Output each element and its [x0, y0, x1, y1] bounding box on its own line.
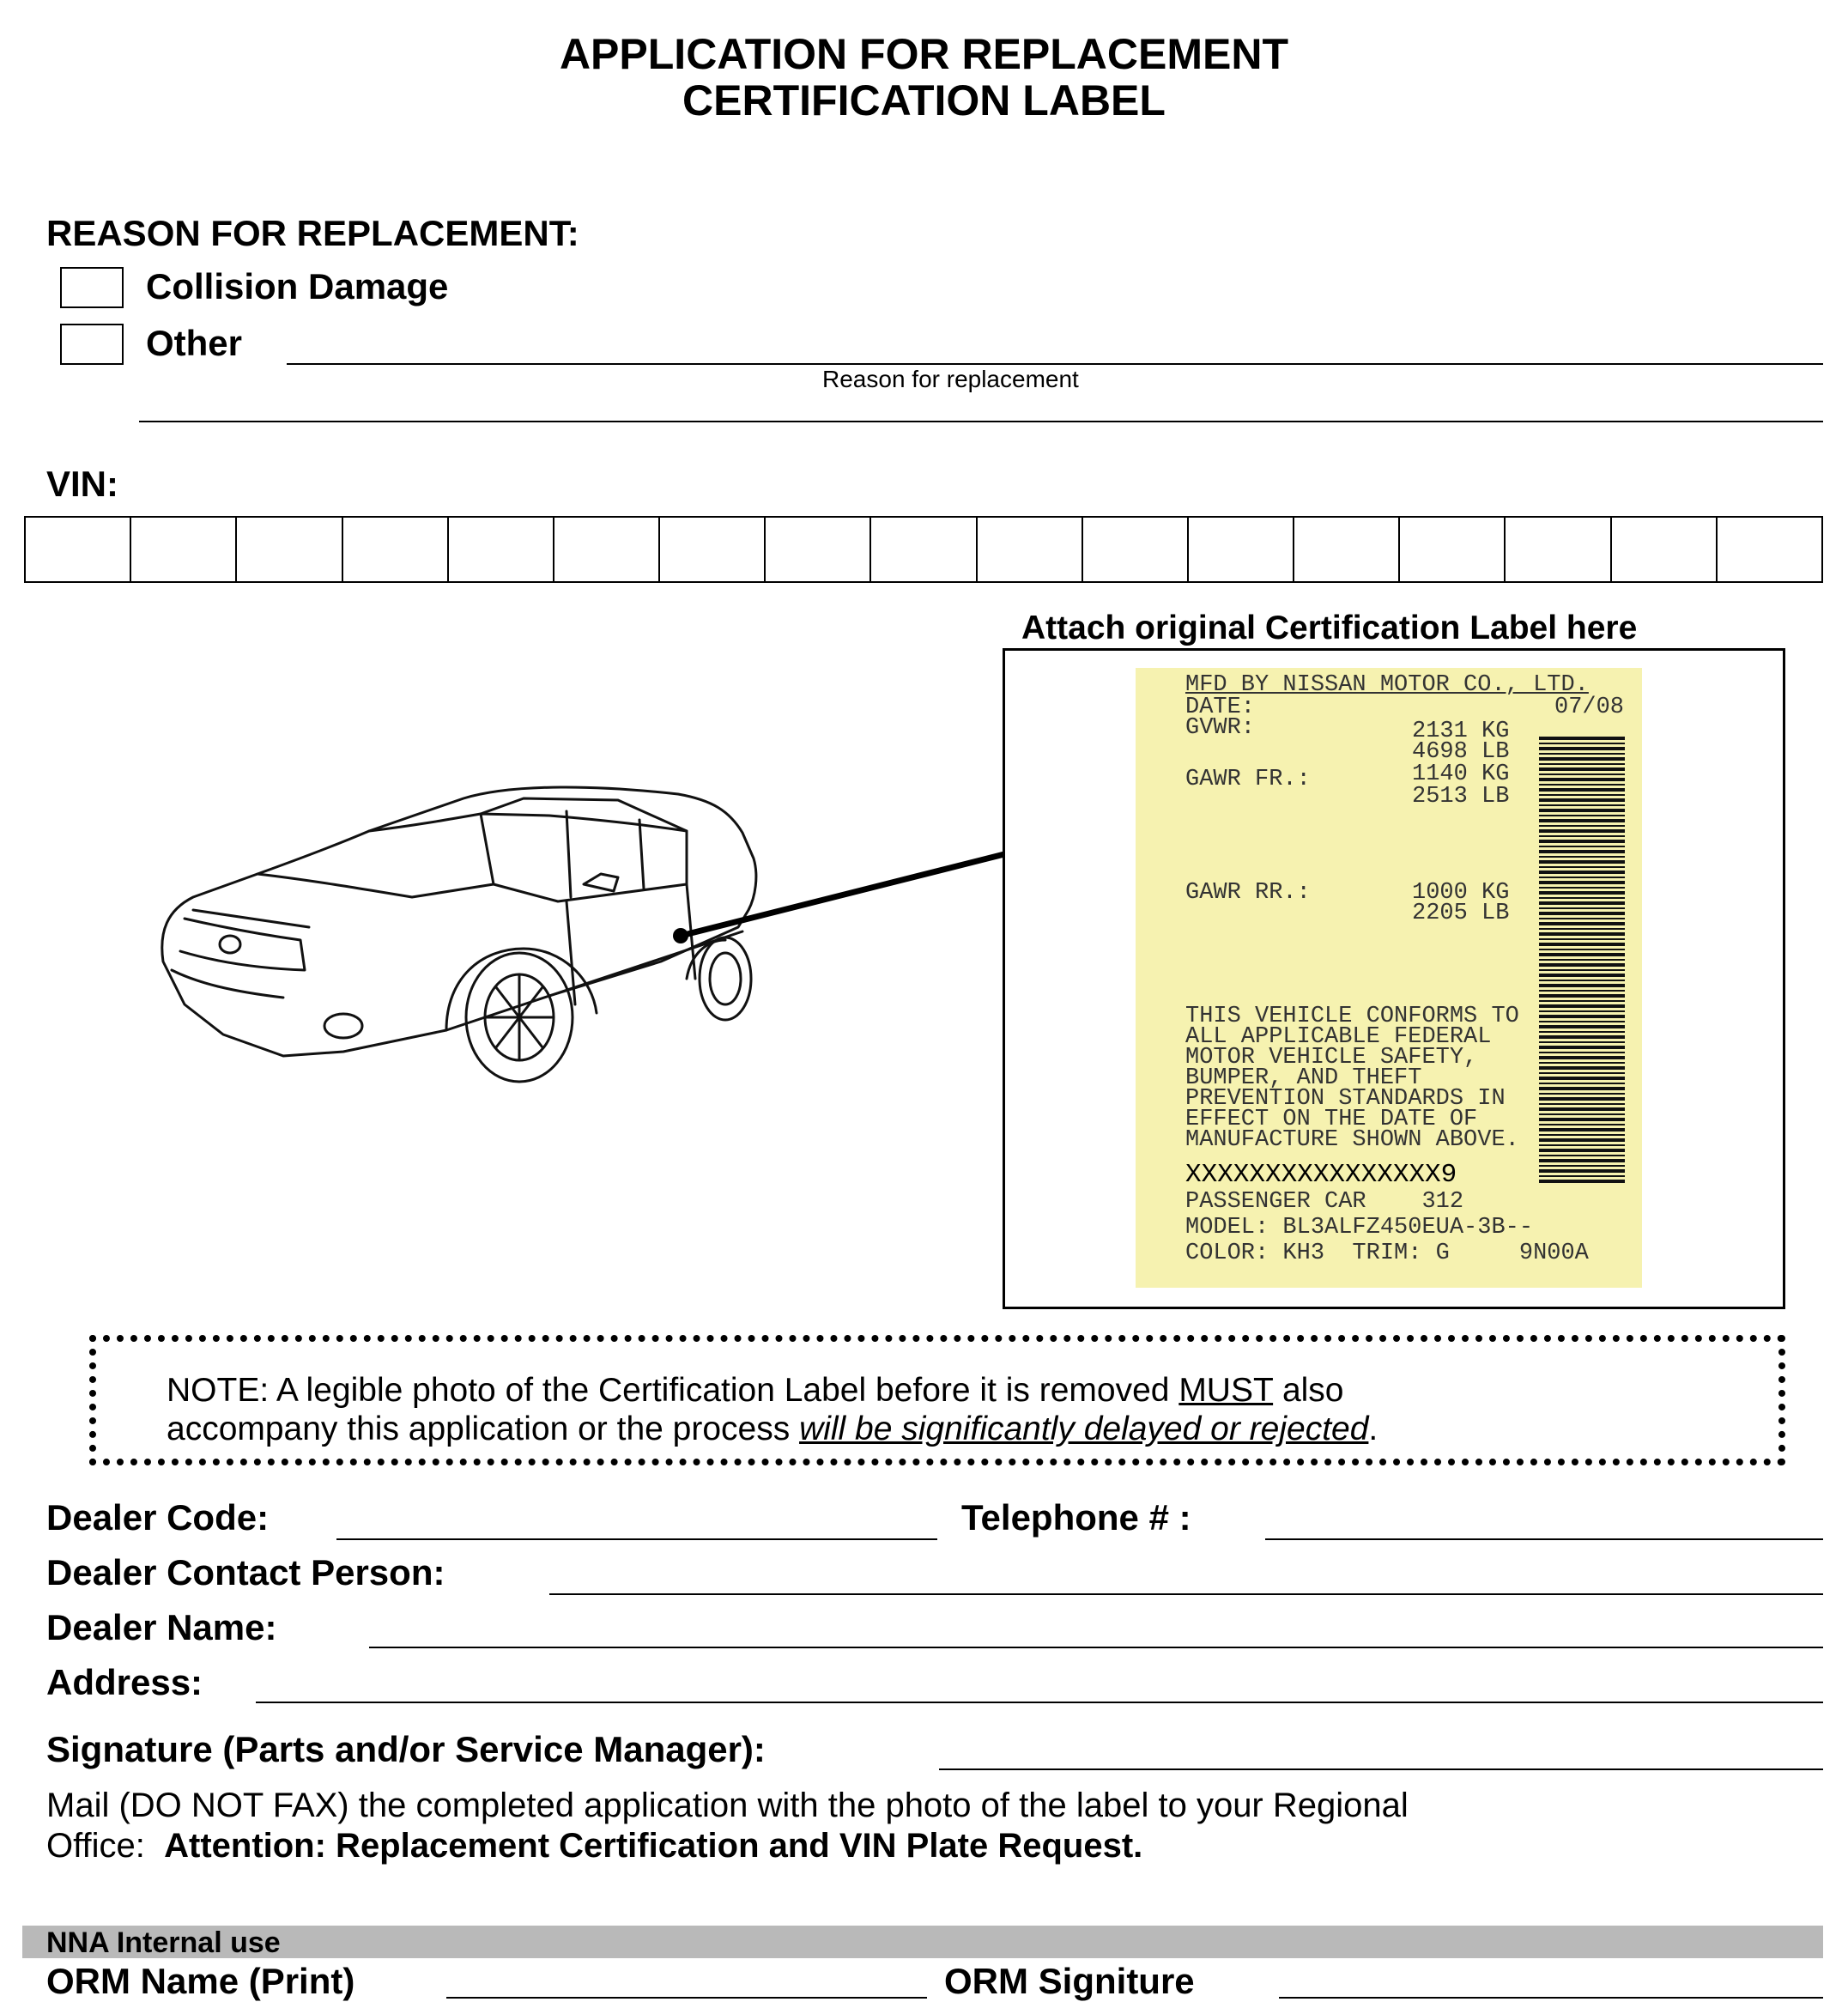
mail-instructions: [46, 1786, 1409, 1866]
label-gawr-fr-kg: 1140 KG: [1412, 761, 1510, 787]
other-label: Other: [146, 323, 243, 363]
dealer-code-label: Dealer Code:: [46, 1497, 270, 1538]
attach-caption: Attach original Certification Label here: [1021, 610, 1638, 646]
vin-box[interactable]: [554, 516, 660, 583]
note-line2: [167, 1410, 1710, 1448]
label-gvwr-kg: 2131 KG: [1412, 719, 1510, 744]
collision-damage-checkbox[interactable]: [60, 267, 124, 308]
form-title-line2: CERTIFICATION LABEL: [682, 76, 1166, 124]
vin-box[interactable]: [978, 516, 1083, 583]
dealer-contact-label: Dealer Contact Person:: [46, 1552, 445, 1592]
label-conform-line: THIS VEHICLE CONFORMS TO: [1185, 1004, 1519, 1029]
label-conform-line: MANUFACTURE SHOWN ABOVE.: [1185, 1127, 1519, 1153]
dealer-code-field[interactable]: [336, 1538, 937, 1540]
label-vin-masked: XXXXXXXXXXXXXXXX9: [1185, 1160, 1457, 1190]
barcode: [1539, 737, 1625, 1183]
telephone-field[interactable]: [1265, 1538, 1823, 1540]
vin-boxes[interactable]: [24, 516, 1823, 583]
label-conform-line: EFFECT ON THE DATE OF: [1185, 1107, 1478, 1132]
vin-box[interactable]: [237, 516, 342, 583]
address-label: Address:: [46, 1662, 203, 1702]
label-gvwr-label: GVWR:: [1185, 715, 1256, 741]
mail-text-line1: Mail (DO NOT FAX) the completed application with the photo of the label to your Regional: [46, 1787, 1409, 1824]
reason-line-caption: Reason for replacement: [822, 366, 1079, 392]
other-checkbox[interactable]: [60, 324, 124, 365]
collision-damage-label: Collision Damage: [146, 266, 449, 306]
orm-name-field[interactable]: [446, 1997, 927, 1999]
note-box: [89, 1335, 1785, 1465]
vin-box[interactable]: [1083, 516, 1189, 583]
signature-field[interactable]: [939, 1768, 1823, 1770]
orm-signature-field[interactable]: [1279, 1997, 1823, 1999]
certification-label-image: [1136, 668, 1642, 1288]
label-manufacturer: MFD BY NISSAN MOTOR CO., LTD.: [1185, 672, 1589, 698]
other-reason-line[interactable]: [287, 363, 1823, 365]
label-conform-line: BUMPER, AND THEFT: [1185, 1065, 1422, 1091]
note-emphasis: will be significantly delayed or rejected: [799, 1410, 1369, 1447]
note-line1: [167, 1371, 1710, 1410]
label-conform-line: ALL APPLICABLE FEDERAL: [1185, 1024, 1492, 1050]
vin-box[interactable]: [131, 516, 237, 583]
dealer-contact-field[interactable]: [549, 1593, 1823, 1595]
signature-label: Signature (Parts and/or Service Manager):: [46, 1729, 766, 1769]
internal-use-bar: [22, 1926, 1823, 1958]
vin-box[interactable]: [449, 516, 554, 583]
vin-box[interactable]: [1718, 516, 1823, 583]
label-conform-line: PREVENTION STANDARDS IN: [1185, 1086, 1506, 1112]
label-date-value: 07/08: [1554, 695, 1625, 720]
label-passenger-car: PASSENGER CAR 312: [1185, 1189, 1464, 1215]
label-gawr-fr-label: GAWR FR.:: [1185, 767, 1311, 792]
orm-name-label: ORM Name (Print): [46, 1961, 355, 2001]
reason-heading: REASON FOR REPLACEMENT:: [46, 213, 579, 253]
attach-label-area: [1003, 648, 1785, 1309]
car-illustration: [0, 601, 1030, 1116]
vin-box[interactable]: [1294, 516, 1400, 583]
dealer-name-label: Dealer Name:: [46, 1607, 277, 1647]
note-text: also: [1273, 1372, 1344, 1409]
label-date-label: DATE:: [1185, 695, 1256, 720]
label-color-trim: COLOR: KH3 TRIM: G 9N00A: [1185, 1241, 1589, 1266]
label-gawr-rr-kg: 1000 KG: [1412, 880, 1510, 906]
note-text: .: [1368, 1410, 1378, 1447]
orm-signature-label: ORM Signiture: [944, 1961, 1195, 2001]
label-gvwr-lb: 4698 LB: [1412, 739, 1510, 765]
mail-attention: Attention: Replacement Certification and VIN Plate Request.: [164, 1827, 1143, 1865]
vin-box[interactable]: [1612, 516, 1718, 583]
vin-box[interactable]: [1506, 516, 1611, 583]
note-must: MUST: [1178, 1372, 1274, 1409]
label-model: MODEL: BL3ALFZ450EUA-3B--: [1185, 1215, 1534, 1241]
note-text: accompany this application or the process: [167, 1410, 800, 1447]
vin-box[interactable]: [24, 516, 131, 583]
label-gawr-fr-lb: 2513 LB: [1412, 784, 1510, 810]
vin-label: VIN:: [46, 464, 118, 504]
vin-box[interactable]: [660, 516, 766, 583]
reason-extra-line[interactable]: [139, 421, 1823, 422]
label-conform-line: MOTOR VEHICLE SAFETY,: [1185, 1045, 1478, 1071]
dealer-name-field[interactable]: [369, 1647, 1823, 1648]
mail-text-line2: [46, 1826, 1409, 1866]
label-gawr-rr-label: GAWR RR.:: [1185, 880, 1311, 906]
vin-box[interactable]: [343, 516, 449, 583]
vin-box[interactable]: [1189, 516, 1294, 583]
telephone-label: Telephone # :: [961, 1497, 1191, 1538]
address-field[interactable]: [256, 1702, 1823, 1703]
mail-office: Office:: [46, 1827, 145, 1865]
vin-box[interactable]: [766, 516, 871, 583]
form-title-line1: APPLICATION FOR REPLACEMENT: [559, 30, 1289, 78]
vin-box[interactable]: [1400, 516, 1506, 583]
internal-use-heading: NNA Internal use: [46, 1926, 281, 1959]
vin-box[interactable]: [871, 516, 977, 583]
label-gawr-rr-lb: 2205 LB: [1412, 901, 1510, 926]
note-text: NOTE: A legible photo of the Certification Label before it is removed: [167, 1372, 1179, 1409]
